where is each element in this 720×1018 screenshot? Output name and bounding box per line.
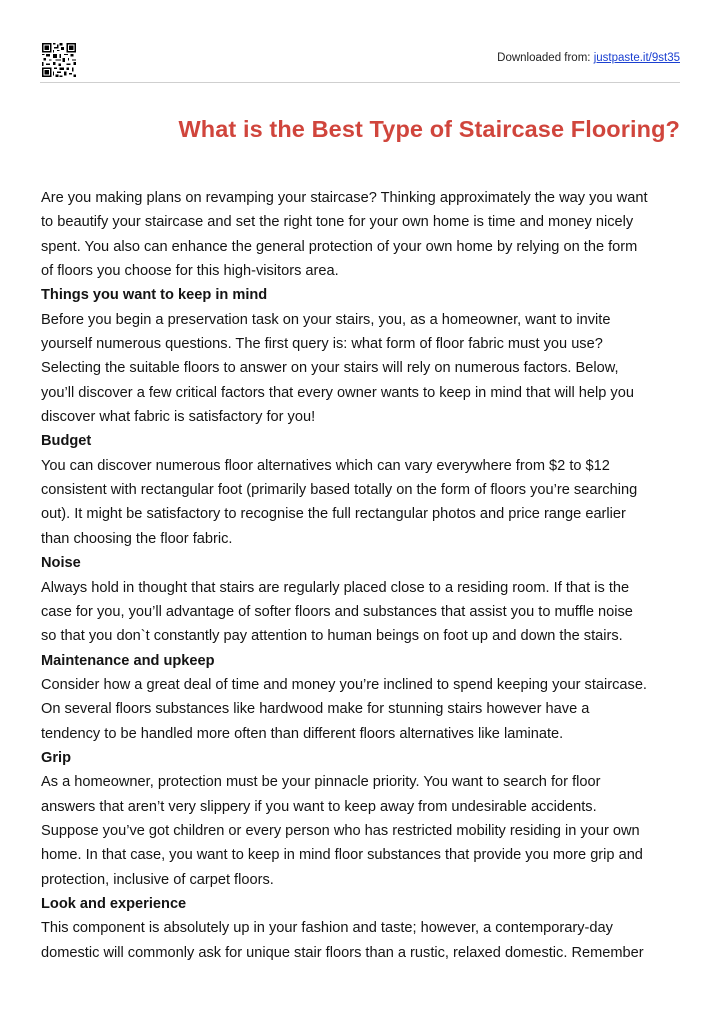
paragraph-line: tendency to be handled more often than different floors alternatives like laminate. — [41, 725, 564, 742]
paragraph-line: Suppose you’ve got children or every person who has restricted mobility residing in your own — [41, 822, 640, 839]
paragraph-line: you’ll discover a few critical factors that every owner wants to keep in mind that will help you — [41, 384, 634, 401]
section-heading-look-and-experience: Look and experience — [41, 895, 187, 912]
paragraph-line: On several floors substances like hardwood make for stunning stairs however have a — [41, 701, 590, 718]
section-heading-grip: Grip — [41, 749, 71, 766]
paragraph-line: This component is absolutely up in your fashion and taste; however, a contemporary-day — [41, 920, 613, 937]
page-title: What is the Best Type of Staircase Flooring? — [178, 116, 680, 142]
download-label: Downloaded from: — [497, 52, 591, 64]
download-source — [497, 52, 680, 64]
intro-paragraph — [41, 186, 681, 283]
paragraph-line: Always hold in thought that stairs are regularly placed close to a residing room. If that is the — [41, 579, 630, 596]
section-heading-noise: Noise — [41, 555, 81, 572]
paragraph-line: of floors you choose for this high-visitors area. — [41, 263, 339, 280]
paragraph-line: out). It might be satisfactory to recognise the full rectangular photos and price range earlier — [41, 506, 626, 523]
paragraph-line: protection, inclusive of carpet floors. — [41, 871, 274, 888]
article-body — [41, 186, 681, 965]
paragraph-line: Before you begin a preservation task on your stairs, you, as a homeowner, want to invite — [41, 311, 611, 328]
header-divider — [40, 82, 680, 83]
paragraph-line: to beautify your staircase and set the right tone for your own home is time and money nicely — [41, 214, 634, 231]
paragraph-line: answers that aren’t very slippery if you want to keep away from undesirable accidents. — [41, 798, 597, 815]
paragraph-line: Are you making plans on revamping your staircase? Thinking approximately the way you want — [41, 190, 648, 206]
paragraph-line: As a homeowner, protection must be your pinnacle priority. You want to search for floor — [41, 774, 601, 791]
section-paragraph — [41, 308, 681, 430]
section-paragraph — [41, 454, 681, 551]
qr-code-icon — [42, 43, 76, 77]
section-paragraph — [41, 576, 681, 649]
paragraph-line: yourself numerous questions. The first query is: what form of floor fabric must you use? — [41, 336, 603, 353]
paragraph-line: discover what fabric is satisfactory for you! — [41, 409, 316, 426]
paragraph-line: Selecting the suitable floors to answer on your stairs will rely on numerous factors. Below, — [41, 360, 619, 377]
section-heading-things-to-keep-in-mind: Things you want to keep in mind — [41, 287, 268, 304]
paragraph-line: home. In that case, you want to keep in mind floor substances that provide you more grip and — [41, 847, 643, 864]
paragraph-line: so that you don`t constantly pay attention to human beings on foot up and down the stairs. — [41, 628, 623, 645]
paragraph-line: You can discover numerous floor alternatives which can vary everywhere from $2 to $12 — [41, 457, 610, 474]
paragraph-line: consistent with rectangular foot (primarily based totally on the form of floors you’re searching — [41, 482, 638, 499]
paragraph-line: spent. You also can enhance the general protection of your own home by relying on the form — [41, 238, 638, 255]
section-heading-maintenance: Maintenance and upkeep — [41, 652, 215, 669]
paragraph-line: Consider how a great deal of time and money you’re inclined to spend keeping your staircase. — [41, 676, 647, 693]
paragraph-line: than choosing the floor fabric. — [41, 530, 233, 547]
paragraph-line: domestic will commonly ask for unique stair floors than a rustic, relaxed domestic. Remember — [41, 944, 644, 961]
section-paragraph — [41, 770, 681, 892]
section-heading-budget: Budget — [41, 433, 92, 450]
paragraph-line: case for you, you’ll advantage of softer floors and substances that assist you to muffle noise — [41, 603, 633, 620]
download-link[interactable]: justpaste.it/9st35 — [593, 52, 680, 64]
section-paragraph — [41, 673, 681, 746]
section-paragraph — [41, 916, 681, 965]
